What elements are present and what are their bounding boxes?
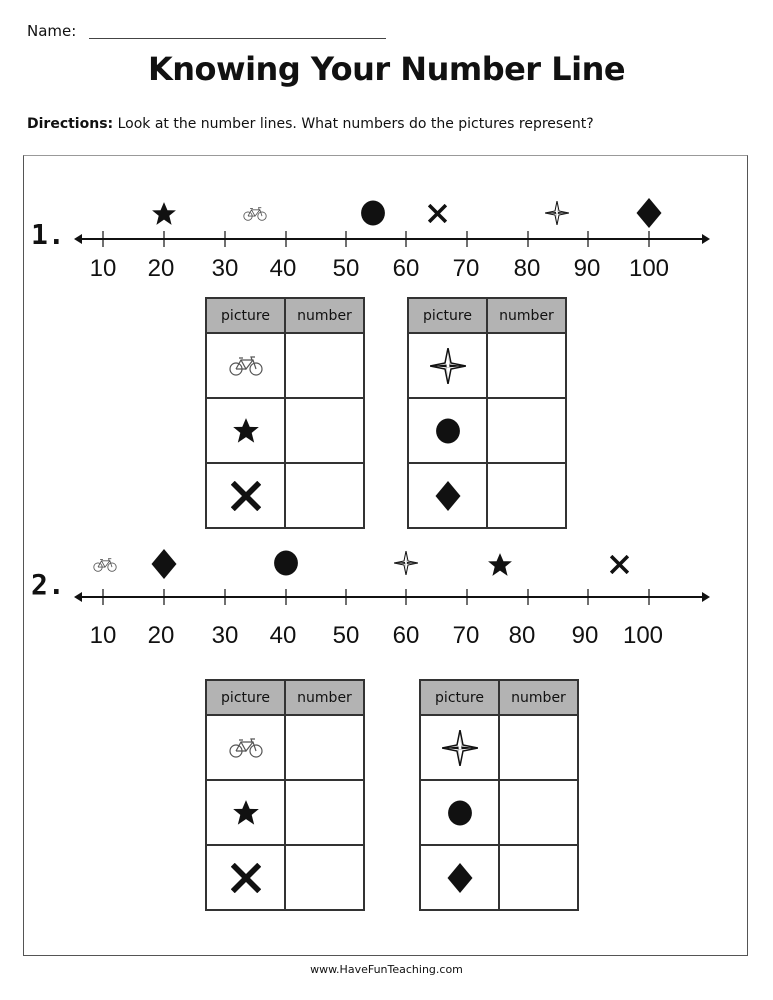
tick-label: 50 <box>332 622 360 649</box>
number-answer-cell[interactable] <box>487 333 566 398</box>
tick-label: 40 <box>269 255 297 282</box>
number-answer-cell[interactable] <box>285 398 364 463</box>
number-answer-cell[interactable] <box>499 715 578 780</box>
column-header-number: number <box>285 298 364 333</box>
number-answer-cell[interactable] <box>285 780 364 845</box>
tick-label: 60 <box>392 622 420 649</box>
directions <box>27 116 594 132</box>
picture-cell <box>420 845 499 910</box>
compass-star-icon <box>394 551 418 575</box>
picture-cell <box>206 780 285 845</box>
bicycle-icon <box>94 559 116 572</box>
answer-table-1a <box>205 297 365 529</box>
tick-label: 100 <box>622 622 664 649</box>
tick-label: 10 <box>89 255 117 282</box>
picture-cell <box>206 715 285 780</box>
number-answer-cell[interactable] <box>487 398 566 463</box>
bicycle-icon <box>229 356 263 376</box>
directions-label: Directions: <box>27 116 114 132</box>
tick-label: 100 <box>628 255 670 282</box>
tick-label: 90 <box>573 255 601 282</box>
x-icon <box>231 863 261 893</box>
column-header-picture: picture <box>206 298 285 333</box>
picture-cell <box>206 845 285 910</box>
column-header-picture: picture <box>206 680 285 715</box>
circle-icon <box>274 551 298 576</box>
picture-cell <box>206 333 285 398</box>
x-icon <box>430 206 444 220</box>
name-label: Name: <box>27 22 77 40</box>
picture-cell <box>206 398 285 463</box>
compass-star-icon <box>430 348 466 384</box>
number-answer-cell[interactable] <box>487 463 566 528</box>
star-icon <box>232 799 260 827</box>
bicycle-icon <box>229 738 263 758</box>
bicycle-icon <box>244 208 266 221</box>
number-answer-cell[interactable] <box>285 463 364 528</box>
answer-table-2b <box>419 679 579 911</box>
directions-text: Look at the number lines. What numbers do the pictures represent? <box>113 116 594 132</box>
tick-label: 10 <box>89 622 117 649</box>
problem-1-label: 1. <box>31 218 65 251</box>
x-icon <box>231 481 261 511</box>
picture-cell <box>420 715 499 780</box>
answer-table-2a <box>205 679 365 911</box>
compass-star-icon <box>545 201 569 225</box>
tick-label: 80 <box>508 622 536 649</box>
star-icon <box>152 202 176 225</box>
circle-icon <box>361 201 385 226</box>
star-icon <box>232 417 260 445</box>
compass-star-icon <box>442 730 478 766</box>
tick-label: 30 <box>211 622 239 649</box>
tick-label: 80 <box>513 255 541 282</box>
number-answer-cell[interactable] <box>285 333 364 398</box>
tick-label: 20 <box>147 255 175 282</box>
footer-url: www.HaveFunTeaching.com <box>310 963 463 976</box>
column-header-number: number <box>285 680 364 715</box>
number-answer-cell[interactable] <box>499 845 578 910</box>
answer-table-1b <box>407 297 567 529</box>
column-header-picture: picture <box>420 680 499 715</box>
tick-label: 70 <box>452 255 480 282</box>
picture-cell <box>420 780 499 845</box>
tick-label: 30 <box>211 255 239 282</box>
circle-icon <box>435 418 461 444</box>
page-title: Knowing Your Number Line <box>147 50 626 88</box>
picture-cell <box>206 463 285 528</box>
column-header-number: number <box>499 680 578 715</box>
number-line-2 <box>0 540 773 840</box>
picture-cell <box>408 398 487 463</box>
tick-label: 60 <box>392 255 420 282</box>
tick-label: 50 <box>332 255 360 282</box>
circle-icon <box>447 800 473 826</box>
problem-2-label: 2. <box>31 568 65 601</box>
number-line-1 <box>0 190 773 490</box>
picture-cell <box>408 463 487 528</box>
tick-label: 40 <box>269 622 297 649</box>
name-field-line[interactable] <box>89 38 386 39</box>
picture-cell <box>408 333 487 398</box>
diamond-icon <box>637 198 662 228</box>
tick-label: 70 <box>452 622 480 649</box>
number-answer-cell[interactable] <box>285 715 364 780</box>
tick-label: 90 <box>571 622 599 649</box>
number-answer-cell[interactable] <box>285 845 364 910</box>
diamond-icon <box>152 549 177 579</box>
x-icon <box>612 557 626 571</box>
diamond-icon <box>445 863 475 893</box>
star-icon <box>488 553 512 576</box>
tick-label: 20 <box>147 622 175 649</box>
diamond-icon <box>433 481 463 511</box>
number-answer-cell[interactable] <box>499 780 578 845</box>
column-header-picture: picture <box>408 298 487 333</box>
column-header-number: number <box>487 298 566 333</box>
